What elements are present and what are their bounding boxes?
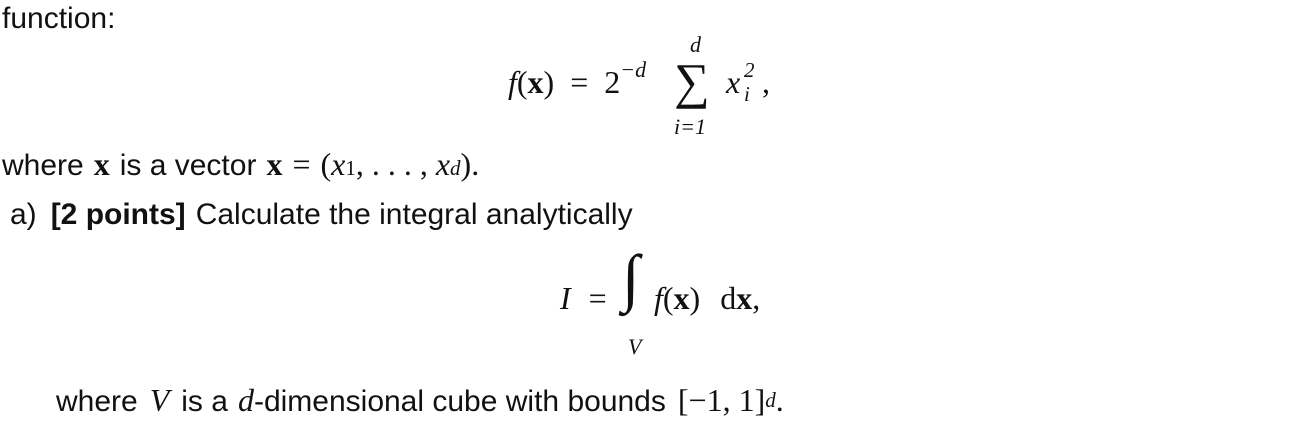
where-x1: x	[331, 146, 346, 182]
eq2-differential-d: d	[720, 280, 737, 316]
where-tuple-open: (	[320, 146, 332, 182]
eq1-term-sup: 2	[744, 58, 755, 82]
cube-mid: is a	[181, 385, 228, 418]
where-xd: x	[435, 146, 451, 182]
equation-f-definition	[508, 28, 808, 138]
part-a-label: a)	[10, 198, 37, 231]
where-equals: =	[292, 146, 311, 182]
cube-period: .	[775, 382, 784, 418]
where-var1: x	[93, 146, 110, 182]
eq2-lhs-group	[560, 280, 607, 317]
eq1-exponent: −d	[620, 57, 647, 83]
eq1-arg-x: x	[527, 64, 544, 100]
eq1-equals: =	[570, 64, 589, 100]
cube-bounds: [−1, 1]	[677, 382, 766, 418]
eq2-func: f	[654, 280, 663, 316]
eq2-trailing-comma: ,	[752, 280, 761, 316]
equation-integral	[560, 242, 820, 362]
eq2-equals: =	[588, 280, 607, 316]
eq1-term-sub: i	[744, 82, 750, 106]
intro-text: function:	[2, 2, 116, 35]
eq1-base: 2	[604, 64, 621, 100]
eq2-lhs: I	[560, 280, 571, 316]
cube-var-d: d	[237, 382, 254, 418]
eq1-paren-open: (	[516, 64, 528, 100]
eq2-integral-symbol: ∫	[622, 242, 640, 313]
where-tuple-close: ).	[460, 146, 480, 182]
eq1-sum-upper: d	[690, 32, 701, 57]
eq1-term	[726, 64, 740, 101]
part-a-points: [2 points]	[50, 198, 186, 231]
where-prefix: where	[2, 149, 84, 182]
part-a-line	[10, 198, 633, 232]
cube-var-v: V	[149, 382, 170, 418]
eq2-arg: x	[673, 280, 690, 316]
eq2-differential-var: x	[736, 280, 753, 316]
part-a-text: Calculate the integral analytically	[195, 198, 633, 231]
cube-suffix: -dimensional cube with bounds	[253, 385, 666, 418]
where-cube-line: where V is a d -dimensional cube with bounds [−1, 1] $^d$ .	[56, 382, 784, 418]
where-var2: x	[266, 146, 283, 182]
eq2-integrand	[654, 280, 760, 317]
eq1-func-f: f	[508, 64, 517, 100]
where-sep: , . . . ,	[355, 146, 436, 182]
eq1-sum-lower: i=1	[674, 114, 706, 139]
eq1-trailing-comma: ,	[762, 64, 770, 100]
eq2-paren-close: )	[689, 280, 701, 316]
where-vector-line: where x is a vector x = ( x 1 , . . . , x d ).	[2, 146, 480, 182]
eq1-sum-symbol: ∑	[674, 53, 710, 109]
eq1-paren-close: )	[543, 64, 555, 100]
eq2-lower-bound: V	[628, 334, 642, 359]
equation1-lhs	[508, 57, 647, 101]
eq1-term-var: x	[726, 64, 741, 100]
eq2-paren-open: (	[662, 280, 674, 316]
cube-prefix: where	[56, 385, 138, 418]
intro-label	[2, 2, 115, 36]
where-mid: is a vector	[119, 149, 257, 182]
